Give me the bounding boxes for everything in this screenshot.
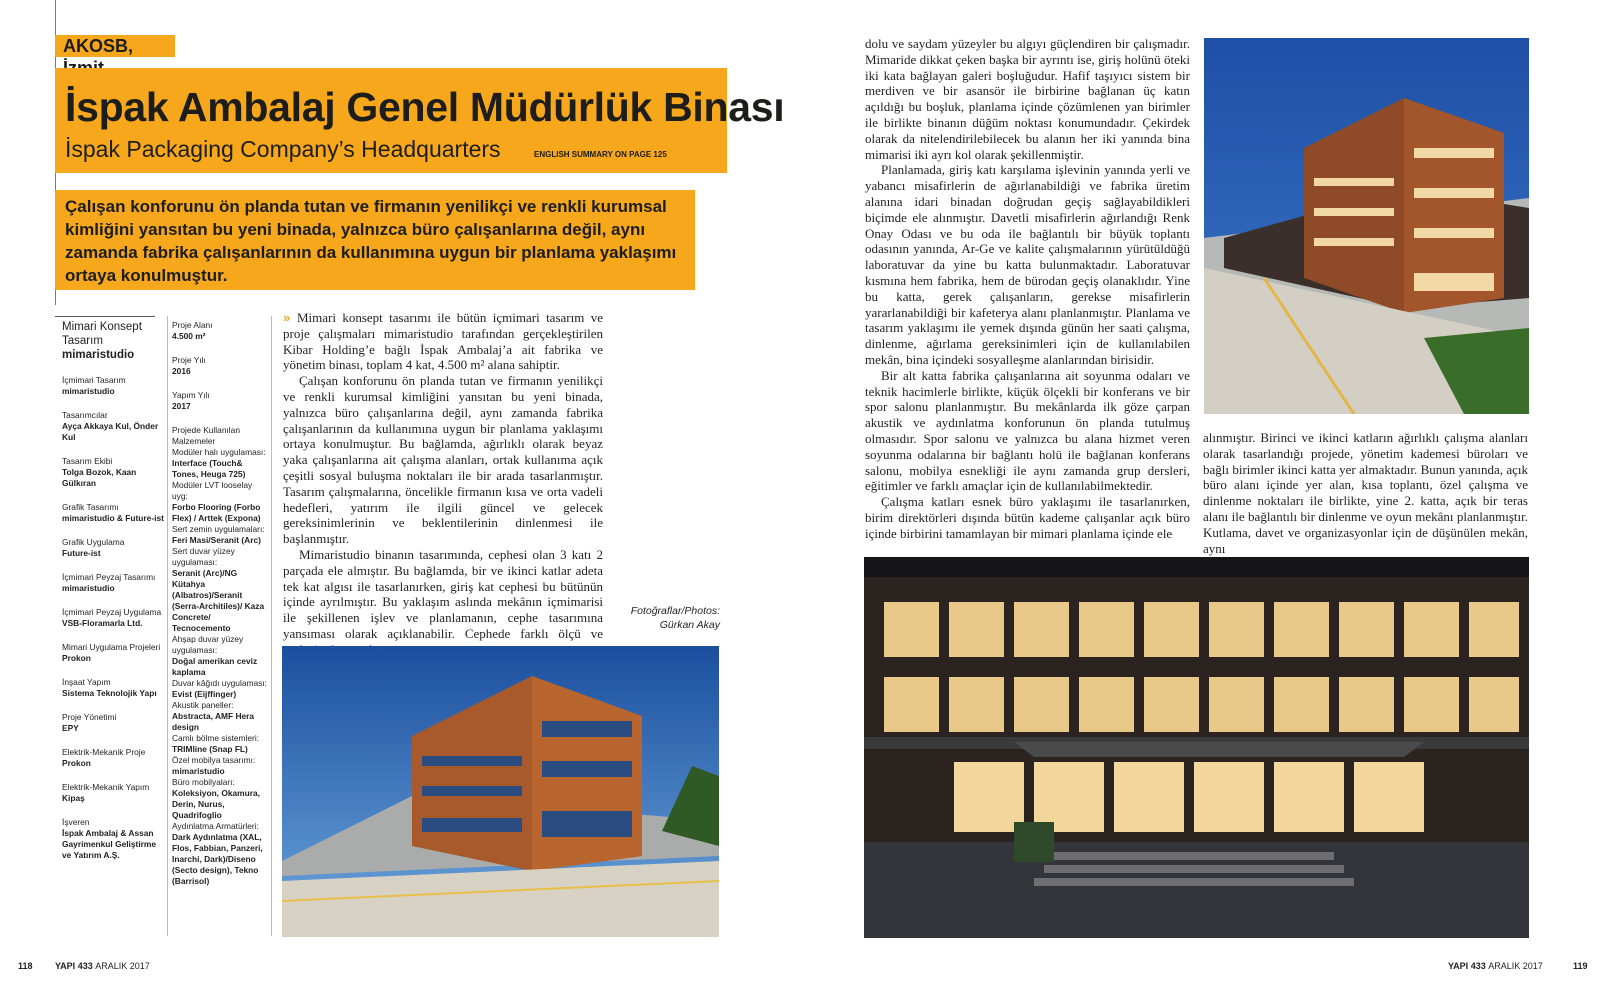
credit-value: mimaristudio xyxy=(62,349,135,361)
credit-item xyxy=(62,572,166,594)
body-paragraph: alınmıştır. Birinci ve ikinci katların ağırlıklı çalışma alanları olarak tasarlandığı projede, yönetim kademesi büroları ve bağlı birimler ikinci katta yer almaktadır. Bunun yanında, açık büro alanı içinde yer alan, kısa toplantı, özel çalışma ve dinlenme noktaları ile birlikte, yine 2. katta, açık bir teras alanı ile bağlantılı bir dinlenme ve oyun mekânı planlanmıştır. Kutlama, davet ve organizasyonlar için de düşünülen mekân, aynı xyxy=(1203,430,1528,556)
material-value: Evist (Eijffinger) xyxy=(172,689,237,699)
location-tag: AKOSB, xyxy=(55,35,175,57)
project-facts xyxy=(172,320,269,887)
credit-item xyxy=(62,502,166,524)
credit-label: Grafik Tasarımı xyxy=(62,502,119,512)
material-value: Abstracta, AMF Hera design xyxy=(172,711,255,732)
building-daylight-photo xyxy=(282,646,719,937)
credit-item xyxy=(62,320,166,362)
credit-value: Prokon xyxy=(62,758,91,768)
credit-value: EPY xyxy=(62,723,79,733)
credit-value: VSB-Floramarla Ltd. xyxy=(62,618,143,628)
photo-credit-label: Fotoğraflar/Photos: xyxy=(630,605,720,617)
credit-item xyxy=(172,355,269,377)
building-night-illustration xyxy=(864,557,1529,938)
credit-label: Tasarımcılar xyxy=(62,410,108,420)
credit-label: Yapım Yılı xyxy=(172,390,210,400)
body-paragraph: Bir alt katta fabrika çalışanlarına ait soyunma odaları ve teknik hacimlerle birlikte, küçük ölçekli bir konferans ve bir spor salonu planlanmıştır. Bu mekânlarda ilk göze çarpan akustik ve aydınlatma konforunun ön planda tutulmuş olmasıdır. Spor salonu ve yalnızca bu alana hizmet veren soyunma odalarına bir bağlantı holü ile bağlanan konferans salonu, mobilya esnekliği ile aynı zamanda grup dersleri, eğitimler ve farklı amaçlar için de kullanılabilmektedir. xyxy=(865,367,1190,494)
credit-item xyxy=(62,537,166,559)
credit-label: İçmimari Peyzaj Uygulama xyxy=(62,607,162,617)
credit-item xyxy=(62,607,166,629)
credit-item xyxy=(62,410,166,443)
body-paragraph-text: Mimari konsept tasarımı ile bütün içmimari tasarım ve proje çalışmaları mimaristudio tarafından gerçekleştirilen Kibar Holding’e bağlı İspak Ambalaj’a ait fabrika ve yönetim binası, toplam 4 kat, 4.500 m² alana sahiptir. xyxy=(283,310,603,373)
credit-value: Sistema Teknolojik Yapı xyxy=(62,688,157,698)
body-paragraph: Planlamada, giriş katı karşılama işlevinin yanında yerli ve yabancı misafirlerin de ağırlanabildiği ve fabrika üretim alanına idari binadan doğrudan geçiş sağlayabildikleri biçimde ele alınmıştır. Davetli misafirlerin ağırlandığı Renk Onay Odası ve bu oda ile bağlantılı bir büyük toplantı odasının yanında, Ar-Ge ve kalite çalışmalarının yürütüldüğü laboratuvar da yine bu katta bulunmaktadır. Laboratuvar kısmına hem fabrika, hem de bürodan geçiş olanaklıdır. Yine bu katta, gerek çalışanların, gerekse misafirlerin yararlanabildiği bir kafeterya alanı planlanmıştır. Planlama ve tasarım yaklaşımı ile yemek dışında günün her saati çalışma, dinlenme, ağırlama gereksinimleri için de kullanılabilen mekân, bina içindeki sosyalleşme alanlarından birisidir. xyxy=(865,162,1190,367)
credit-value: mimaristudio xyxy=(62,583,115,593)
credit-value: Kipaş xyxy=(62,793,85,803)
building-daylight-illustration xyxy=(282,646,719,937)
material-label: Ahşap duvar yüzey uygulaması: xyxy=(172,634,244,655)
material-label: Sert zemin uygulamaları: xyxy=(172,524,265,534)
credit-item xyxy=(62,677,166,699)
material-value: TRIMline (Snap FL) xyxy=(172,744,248,754)
building-night-facade-photo xyxy=(864,557,1529,938)
page-number-right: 119 xyxy=(1573,961,1588,971)
material-value: Dark Aydınlatma (XAL, Flos, Fabbian, Panzeri, Inarchi, Dark)/Diseno (Secto design), Tekno (Barrisol) xyxy=(172,832,263,886)
credit-item xyxy=(62,782,166,804)
credit-label: Elektrik-Mekanik Yapım xyxy=(62,782,150,792)
paragraph-marker-icon: » xyxy=(283,310,297,325)
credit-value: Ayça Akkaya Kul, Önder Kul xyxy=(62,421,159,442)
body-column-3 xyxy=(1203,430,1528,556)
credit-item xyxy=(62,642,166,664)
material-value: Interface (Touch& Tones, Heuga 725) xyxy=(172,458,246,479)
page-number-left: 118 xyxy=(18,961,33,971)
material-value: Doğal amerikan ceviz kaplama xyxy=(172,656,258,677)
materials-list xyxy=(172,425,269,887)
credit-value: mimaristudio xyxy=(62,386,115,396)
magazine-footer-left xyxy=(55,961,150,971)
credit-item xyxy=(172,320,269,342)
magazine-date: ARALIK 2017 xyxy=(95,961,150,971)
building-dusk-illustration xyxy=(1204,38,1529,414)
credit-item xyxy=(62,817,166,861)
credit-value: Future-ist xyxy=(62,548,101,558)
credit-value: 2017 xyxy=(172,401,191,411)
credits-divider xyxy=(167,316,168,936)
photo-credit xyxy=(620,604,720,632)
credit-label: İçmimari Tasarım xyxy=(62,375,126,385)
material-label: Özel mobilya tasarımı: xyxy=(172,755,256,765)
credits-divider xyxy=(271,316,272,936)
magazine-issue: 433 xyxy=(1470,961,1486,971)
credit-label: Proje Yılı xyxy=(172,355,206,365)
credits-rule xyxy=(55,316,155,317)
title-block xyxy=(55,68,785,173)
body-paragraph: Mimaristudio binanın tasarımında, cephesi olan 3 katı 2 parçada ele almıştır. Bu bağlamda, bir ve ikinci katlar adeta tek kat algısı ile tasarlanırken, giriş kat cephesi bu bütünün içinde ayrılmıştır. Bu yaklaşım aslında mekânın içmimarisi ile şekillenen işlev ve planlamanın, cephe tasarımına yansıması olarak açıklanabilir. Cephede farklı ölçü ve xyxy=(283,546,603,641)
magazine-footer-right xyxy=(1448,961,1543,971)
credit-value: Tolga Bozok, Kaan Gülkıran xyxy=(62,467,137,488)
credit-label: Mimari Uygulama Projeleri xyxy=(62,642,161,652)
credit-value: 2016 xyxy=(172,366,191,376)
article-title: İspak Ambalaj Genel Müdürlük Binası xyxy=(65,84,785,130)
material-label: Camlı bölme sistemleri: xyxy=(172,733,260,743)
credit-label: İnşaat Yapım xyxy=(62,677,111,687)
credit-label: Grafik Uygulama xyxy=(62,537,125,547)
credit-value: İspak Ambalaj & Assan Gayrimenkul Geliştirme ve Yatırım A.Ş. xyxy=(62,828,157,860)
material-value: Seranit (Arc)/NG Kütahya (Albatros)/Seranit (Serra-Architiles)/ Kaza Concrete/ Tecnocemento xyxy=(172,568,265,633)
building-dusk-photo xyxy=(1204,38,1529,414)
credit-item xyxy=(172,390,269,412)
english-summary-note: ENGLISH SUMMARY ON PAGE 125 xyxy=(534,150,667,159)
body-paragraph xyxy=(283,310,603,373)
material-label: Duvar kâğıdı uygulaması: xyxy=(172,678,267,688)
magazine-name: YAPI xyxy=(1448,961,1469,971)
credit-value: 4.500 m² xyxy=(172,331,206,341)
body-paragraph: Çalışan konforunu ön planda tutan ve firmanın yenilikçi ve renkli kurumsal kimliğini yansıtan bu yeni binada, yalnızca büro çalışanlarına değil, aynı zamanda fabrika çalışanlarının da kullanımına uygun bir planlama yaklaşımı ortaya konulmuştur. Bu bağlamda, ağırlıklı olarak beyaz yaka çalışanlarına ait çalışma alanları, ortak kullanıma açık çeşitli sosyal buluşma noktaları ile bir arada tasarlanmıştır. Tasarım çalışmalarına, öncelikle firmanın kısa ve orta vadeli hedefleri, yatırım ile ilgili güncel ve gelecek gereksinimlerinin ve beklentilerinin dinlenmesi ile başlanmıştır. xyxy=(283,373,603,547)
material-label: Modüler LVT looselay uyg: xyxy=(172,480,253,501)
magazine-issue: 433 xyxy=(77,961,93,971)
material-value: Feri Masi/Seranit (Arc) xyxy=(172,535,261,545)
material-label: Aydınlatma Armatürleri: xyxy=(172,821,259,831)
credit-label: Tasarım Ekibi xyxy=(62,456,113,466)
lead-paragraph: Çalışan konforunu ön planda tutan ve firmanın yenilikçi ve renkli kurumsal kimliğini yansıtan bu yeni binada, yalnızca büro çalışanlarına değil, aynı zamanda fabrika çalışanlarının da kullanımına uygun bir planlama yaklaşımı ortaya konulmuştur. xyxy=(65,197,677,285)
magazine-date: ARALIK 2017 xyxy=(1488,961,1543,971)
magazine-name: YAPI xyxy=(55,961,76,971)
credit-value: Prokon xyxy=(62,653,91,663)
material-label: Modüler halı uygulaması: xyxy=(172,447,266,457)
credit-label: Proje Yönetimi xyxy=(62,712,117,722)
credit-label: Elektrik-Mekanik Proje xyxy=(62,747,146,757)
body-paragraph: dolu ve saydam yüzeyler bu algıyı güçlendiren bir çalışmadır. Mimaride dikkat çeken başka bir ayrıntı ise, giriş holünü öteki iki kata bağlayan galeri boşluğudur. Hafif taşıyıcı sistem bir merdiven ve bir asansör ile birbirine bağlanan üç katın açıldığı bu boşluk, planlama içinde çözümlenen yan birimler ile birlikte binanın düğüm noktası konumundadır. Çekirdek olarak da nitelendirilebilecek bu alanın her iki yanında bina mimarisi iki ayrı kol olarak şekillenmiştir. xyxy=(865,36,1190,162)
material-value: Koleksiyon, Okamura, Derin, Nurus, Quadrifoglio xyxy=(172,788,260,820)
credit-label: İşveren xyxy=(62,817,90,827)
credit-item xyxy=(62,375,166,397)
body-column-1 xyxy=(283,310,603,658)
article-subtitle: İspak Packaging Company’s Headquarters xyxy=(65,136,501,162)
material-value: mimaristudio xyxy=(172,766,225,776)
material-label: Akustik paneller: xyxy=(172,700,234,710)
credit-label: Mimari Konsept Tasarım xyxy=(62,321,142,347)
credit-label: İçmimari Peyzaj Tasarımı xyxy=(62,572,156,582)
materials-heading: Projede Kullanılan Malzemeler xyxy=(172,425,240,446)
credits-list xyxy=(62,320,166,874)
credit-label: Proje Alanı xyxy=(172,320,213,330)
photo-credit-name: Gürkan Akay xyxy=(659,619,720,631)
lead-block xyxy=(55,190,695,290)
material-label: Sert duvar yüzey uygulaması: xyxy=(172,546,235,567)
credit-item xyxy=(62,456,166,489)
credit-value: mimaristudio & Future-ist xyxy=(62,513,164,523)
body-paragraph: Çalışma katları esnek büro yaklaşımı ile tasarlanırken, birim direktörleri dışında bütün kademe çalışanlar açık büro içinde birbirini tamamlayan bir mimari planlama içinde ele xyxy=(865,494,1190,541)
material-label: Büro mobilyaları: xyxy=(172,777,235,787)
material-value: Forbo Flooring (Forbo Flex) / Arttek (Expona) xyxy=(172,502,261,523)
credit-item xyxy=(62,712,166,734)
credit-item xyxy=(62,747,166,769)
body-column-2 xyxy=(865,36,1190,542)
